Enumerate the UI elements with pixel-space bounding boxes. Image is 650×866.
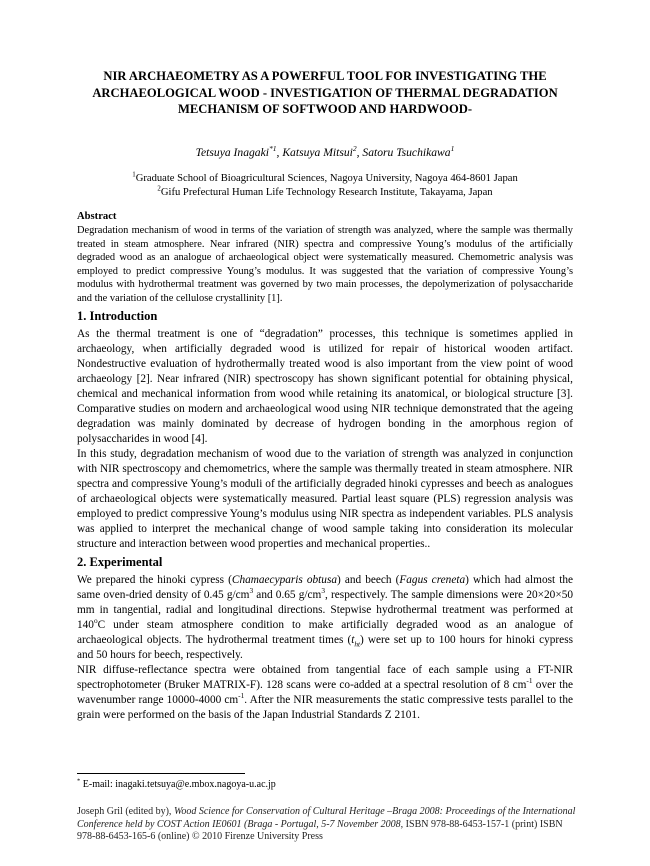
abstract-text: Degradation mechanism of wood in terms of the variation of strength was analyzed, where the sample was thermally treated in steam atmosphere. Near infrared (NIR) spectra and compressive Young’s modulus of the artificially degraded wood as an analogue of archaeological object were systematically measured. Chemometric analysis was employed to predict compressive Young’s modulus. It was suggested that the variation of compressive Young’s modulus with hydrothermal treatment was governed by two main processes, the depolymerization of polysaccharide and the variation of the cellulose crystallinity [1]. bbox=[77, 225, 573, 304]
citation-prefix: Joseph Gril (edited by), bbox=[77, 806, 174, 817]
species-name: Chamaecyparis obtusa bbox=[231, 574, 338, 586]
affiliation-text: Graduate School of Bioagricultural Sciences, Nagoya University, Nagoya 464-8601 Japan bbox=[135, 173, 518, 184]
text-run: , respectively. The sample dimensions were 20×20×50 mm in tangential, radial and longitudinal directions. Stepwise hydrothermal treatment was performed at 140 bbox=[77, 589, 573, 631]
text-run: and 0.65 g/cm bbox=[253, 589, 322, 601]
footnote-mark: * bbox=[77, 777, 81, 785]
introduction-body bbox=[77, 327, 573, 552]
degree-mark: o bbox=[93, 616, 98, 626]
paper-title: NIR ARCHAEOMETRY AS A POWERFUL TOOL FOR INVESTIGATING THE ARCHAEOLOGICAL WOOD - INVESTIGATION OF THERMAL DEGRADATION MECHANISM OF SOFTWOOD AND HARDWOOD- bbox=[92, 69, 558, 116]
author-mark: *1 bbox=[268, 144, 277, 154]
superscript: -1 bbox=[238, 691, 245, 701]
author-separator: , bbox=[356, 146, 363, 159]
variable: t bbox=[351, 634, 355, 646]
text-run: NIR diffuse-reflectance spectra were obtained from tangential face of each sample using a FT-NIR spectrophotometer (Bruker MATRIX-F). 128 scans were co-added at a spectral resolution of 8 cm bbox=[77, 664, 573, 691]
affiliation-mark: 1 bbox=[132, 171, 136, 179]
footnote bbox=[77, 779, 276, 790]
author-mark: 2 bbox=[352, 144, 357, 154]
text-run: over the wavenumber range 10000-4000 cm bbox=[77, 679, 573, 706]
experimental-paragraph-1 bbox=[77, 573, 573, 663]
species-name: Fagus creneta bbox=[399, 574, 466, 586]
text-run: ) were set up to 100 hours for hinoki cypress and 50 hours for beech, respectively. bbox=[77, 634, 573, 661]
affiliation-text: Gifu Prefectural Human Life Technology Research Institute, Takayama, Japan bbox=[160, 186, 493, 198]
introduction-paragraph-2: In this study, degradation mechanism of wood due to the variation of strength was analyzed in conjunction with NIR spectroscopy and chemometrics, where the sample was thermally treated in steam atmosphere. NIR spectra and compressive Young’s moduli of the artificially degraded hinoki cypresses and beech as analogues of archaeological objects were systematically measured. Partial least square (PLS) regression analysis was employed to predict compressive Young’s modulus using NIR spectra as independent variables. PLS analysis was applied to interpret the mechanical change of wood sample taking into consideration its molecular structure and interaction between wood properties and mechanical properties.. bbox=[77, 448, 573, 550]
superscript: -1 bbox=[526, 676, 533, 686]
text-run: . After the NIR measurements the static compressive tests parallel to the grain were performed on the basis of the Japan Industrial Standards Z 2101. bbox=[77, 694, 573, 721]
abstract-heading: Abstract bbox=[77, 211, 117, 222]
affiliation-list bbox=[70, 172, 580, 199]
citation-isbn: ISBN 978-88-6453-157-1 (print) ISBN 978-88-6453-165-6 (online) © 2010 Firenze University Press bbox=[77, 818, 563, 843]
citation-block bbox=[77, 806, 577, 844]
introduction-paragraph-1: As the thermal treatment is one of “degradation” processes, this technique is sometimes applied in archaeology, when artificially degraded wood is utilized for repair of historical wooden artifact. Nondestructive evaluation of hydrothermally treated wood is also important from the view point of wood archaeology [2]. Near infrared (NIR) spectroscopy has shown significant potential for obtaining physical, chemical and mechanical information from wood while retaining its anatomical, or biological structure [3]. Comparative studies on modern and archaeological wood using NIR technique demonstrated that the ageing degradation was mainly dominated by decrease of hydrogen bonding in the amorphous region of polysaccharides in wood [4]. bbox=[77, 328, 573, 445]
affiliation bbox=[70, 186, 580, 200]
citation-title: Wood Science for Conservation of Cultural Heritage –Braga 2008: Proceedings of the International Conference held by COST Action IE0601 (Braga - Portugal, 5-7 November 2008, bbox=[77, 806, 576, 830]
text-run: C under steam atmosphere condition to make artificially degraded wood as an analogue of archaeological objects. The hydrothermal treatment times ( bbox=[77, 619, 573, 646]
experimental-heading: 2. Experimental bbox=[77, 555, 163, 569]
experimental-paragraph-2 bbox=[77, 663, 573, 723]
text-run: ) and beech ( bbox=[337, 574, 400, 586]
affiliation bbox=[70, 172, 580, 186]
introduction-heading: 1. Introduction bbox=[77, 309, 158, 323]
author-name: Tetsuya Inagaki bbox=[195, 146, 269, 159]
superscript: 3 bbox=[321, 586, 326, 596]
affiliation-mark: 2 bbox=[157, 184, 161, 192]
text-run: We prepared the hinoki cypress ( bbox=[77, 574, 232, 586]
superscript: 3 bbox=[249, 586, 254, 596]
footnote-divider bbox=[77, 773, 245, 774]
author-mark: 1 bbox=[450, 144, 455, 154]
author-list bbox=[70, 146, 580, 159]
author-name: Satoru Tsuchikawa bbox=[362, 146, 451, 159]
experimental-body bbox=[77, 573, 573, 723]
variable-subscript: ht bbox=[354, 639, 361, 649]
text-run: ) which had almost the same oven-dried density of 0.45 g/cm bbox=[77, 574, 573, 601]
author-name: Katsuya Mitsui bbox=[282, 146, 353, 159]
footnote-email: E-mail: inagaki.tetsuya@e.mbox.nagoya-u.ac.jp bbox=[80, 779, 276, 790]
author-separator: , bbox=[276, 146, 283, 159]
